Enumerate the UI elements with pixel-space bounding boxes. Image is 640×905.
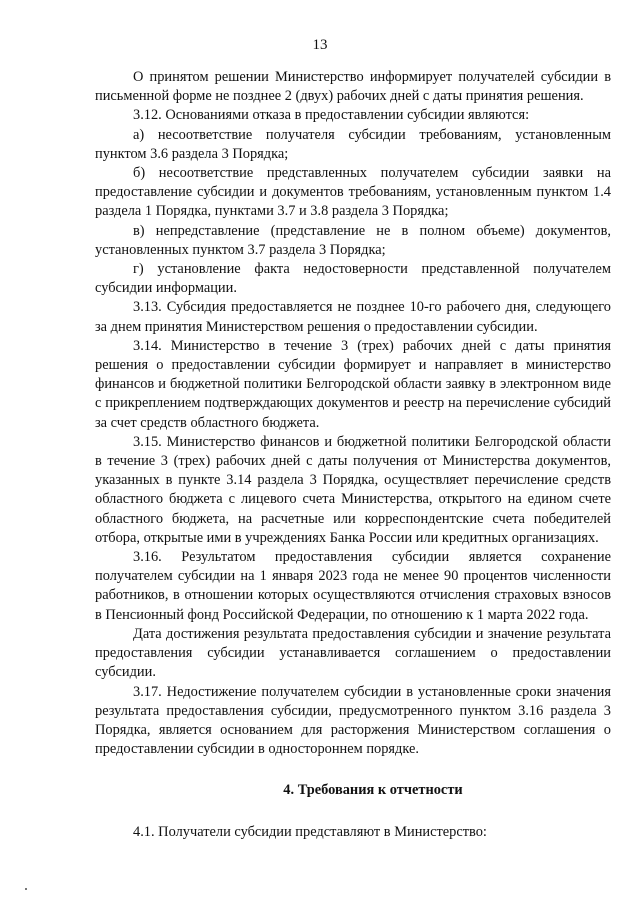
paragraph-3-17: 3.17. Недостижение получателем субсидии в установленные сроки значения результата предоставления субсидии, предусмотренного пунктом 3.16 раздела 3 Порядка, является основанием для расторжения Министерством соглашения о предоставлении субсидии в одностороннем порядке. xyxy=(95,683,611,758)
paragraph-3-15: 3.15. Министерство финансов и бюджетной политики Белгородской области в течение 3 (трех) рабочих дней с даты получения от Министерства документов, указанных в пункте 3.14 раздела 3 Порядка, осуществляет перечисление средств областного бюджета с лицевого счета Министерства, открытого на едином счете областного бюджета, на расчетные или корреспондентские счета победителей отбора, открытые ими в учреждениях Банка России или кредитных организациях. xyxy=(95,433,611,546)
section-spacer xyxy=(95,759,611,781)
section-spacer xyxy=(95,801,611,823)
page-number: 13 xyxy=(312,37,328,53)
paragraph-3-12-b: б) несоответствие представленных получателем субсидии заявки на предоставление субсидии и документов требованиям, установленным пунктом 1.4 раздела 1 Порядка, пунктами 3.7 и 3.8 раздела 3 Порядка; xyxy=(95,165,611,220)
paragraph-3-12-v: в) непредставление (представление не в полном объеме) документов, установленных пунктом 3.7 раздела 3 Порядка; xyxy=(95,222,611,258)
paragraph-3-12: 3.12. Основаниями отказа в предоставлении субсидии являются: xyxy=(133,107,530,124)
paragraph-3-12-a: а) несоответствие получателя субсидии требованиям, установленным пунктом 3.6 раздела 3 Порядка; xyxy=(95,126,611,162)
paragraph-4-1: 4.1. Получатели субсидии представляют в Министерство: xyxy=(133,823,487,840)
paragraph-3-16: 3.16. Результатом предоставления субсидии является сохранение получателем субсидии на 1 января 2023 года не менее 90 процентов численности работников, в отношении которых осуществляются отчисления страховых взносов в Пенсионный фонд Российской Федерации, по отношению к 1 марта 2022 года. xyxy=(95,549,611,623)
paragraph-3-13: 3.13. Субсидия предоставляется не позднее 10-го рабочего дня, следующего за днем принятия Министерством решения о предоставлении субсидии. xyxy=(95,299,611,335)
scan-speck xyxy=(25,888,27,890)
paragraph-3-14: 3.14. Министерство в течение 3 (трех) рабочих дней с даты принятия решения о предоставлении субсидии формирует и направляет в министерство финансов и бюджетной политики Белгородской области заявку в электронном виде с прикреплением подтверждающих документов и реестр на перечисление субсидий за счет средств областного бюджета. xyxy=(95,337,611,431)
document-body xyxy=(95,68,611,842)
section-heading: 4. Требования к отчетности xyxy=(283,782,463,799)
paragraph-decision-notice: О принятом решении Министерство информирует получателей субсидии в письменной форме не позднее 2 (двух) рабочих дней с даты принятия решения. xyxy=(95,69,611,105)
paragraph-3-16-date: Дата достижения результата предоставления субсидии и значение результата предоставления субсидии устанавливается соглашением о предоставлении субсидии. xyxy=(95,625,611,681)
paragraph-3-12-g: г) установление факта недостоверности представленной получателем субсидии информации. xyxy=(95,261,611,297)
